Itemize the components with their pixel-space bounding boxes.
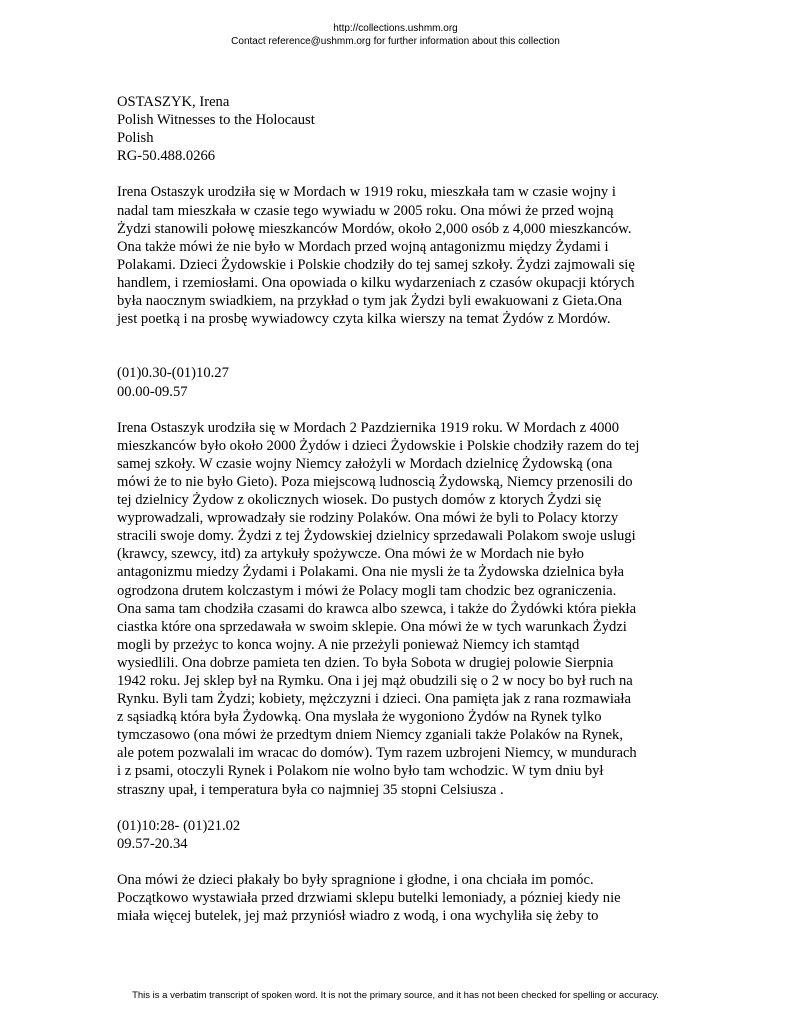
summary-line: nadal tam mieszkała w czasie tego wywiadu w 2005 roku. Ona mówi że przed wojną	[117, 202, 614, 219]
segment-1-paragraph	[117, 419, 677, 799]
summary-line: Polakami. Dzieci Żydowskie i Polskie chodziły do tej samej szkoły. Żydzi zajmowali się	[117, 256, 635, 273]
page-header	[0, 22, 791, 48]
segment-line: i z psami, otoczyli Rynek i Polakom nie wolno było tam wchodzic. W tym dniu był	[117, 763, 604, 780]
segment-line: miała więcej butelek, jej maż przyniósł wiadro z wodą, i ona wychyliła się żeby to	[117, 908, 599, 925]
summary-line: Irena Ostaszyk urodziła się w Mordach w 1919 roku, mieszkała tam w czasie wojny i	[117, 184, 616, 201]
segment-line: z sąsiadką która była Żydowką. Ona myslała że wygoniono Żydów na Rynek tylko	[117, 709, 602, 726]
page-footer	[0, 990, 791, 1002]
contact-line: Contact reference@ushmm.org for further information about this collection	[231, 36, 560, 47]
segment-line: 1942 roku. Jej sklep był na Rymku. Ona i jej mąż obudzili się o 2 w nocy bo był ruch na	[117, 673, 633, 689]
segment-line: straszny upał, i temperatura była co najmniej 35 stopni Celsiusza .	[117, 781, 504, 798]
segment-line: Początkowo wystawiała przed drzwiami sklepu butelki lemoniady, a pózniej kiedy nie	[117, 890, 621, 907]
disclaimer-text: This is a verbatim transcript of spoken word. It is not the primary source, and it has not been checked for spelling or accuracy.	[132, 990, 659, 1001]
interview-language: Polish	[117, 130, 154, 147]
segment-line: Rynku. Byli tam Żydzi; kobiety, mężczyzni i dzieci. Ona pamięta jak z rana rozmawiała	[117, 691, 631, 708]
rg-number: RG-50.488.0266	[117, 148, 216, 165]
transcript-body	[117, 93, 677, 925]
record-metadata	[117, 93, 677, 165]
summary-paragraph	[117, 183, 677, 328]
segment-line: mogli by przeżyc to konca wojny. A nie przeżyli ponieważ Niemcy ich stamtąd	[117, 636, 580, 653]
segment-line: tej dzielnicy Żydow z okolicznych wiosek. Do pustych domów z ktorych Żydzi się	[117, 492, 602, 509]
summary-line: Ona także mówi że nie było w Mordach przed wojną antagonizmu między Żydami i	[117, 238, 609, 255]
segment-line: ciastka które ona sprzedawała w swoim sklepie. Ona mówi że w tych warunkach Żydzi	[117, 618, 627, 635]
segment-line: ale potem pozwalali im wracac do domów). Tym razem uzbrojeni Niemcy, w mundurach	[117, 745, 637, 762]
collection-url[interactable]: http://collections.ushmm.org	[333, 23, 458, 34]
collection-title: Polish Witnesses to the Holocaust	[117, 112, 315, 129]
segment-line: samej szkoły. W czasie wojny Niemcy założyli w Mordach dzielnicę Żydowską (ona	[117, 455, 613, 472]
segment-line: tymczasowo (ona mówi że przedtym dniem Niemcy zganiali także Polaków na Rynek,	[117, 727, 623, 744]
segment-line: antagonizmu miedzy Żydami i Polakami. Ona nie mysli że ta Żydowska dzielnica była	[117, 564, 624, 581]
segment-line: Ona mówi że dzieci płakały bo były spragnione i głodne, i ona chciała im pomóc.	[117, 872, 594, 889]
segment-range: 00.00-09.57	[117, 383, 188, 400]
segment-timecode: (01)10:28- (01)21.02	[117, 817, 241, 834]
segment-line: Irena Ostaszyk urodziła się w Mordach 2 Pazdziernika 1919 roku. W Mordach z 4000	[117, 419, 619, 436]
segment-range: 09.57-20.34	[117, 835, 188, 852]
segment-line: stracili swoje domy. Żydzi z tej Żydowskiej dzielnicy sprzedawali Polakom swoje uslugi	[117, 528, 636, 545]
summary-line: handlem, i rzemiosłami. Ona opowiada o kilku wydarzeniach z czasów okupacji których	[117, 274, 635, 291]
segment-line: wysiedlili. Ona dobrze pamieta ten dzien. To była Sobota w drugiej polowie Sierpnia	[117, 654, 614, 671]
segment-line: ogrodzona drutem kolczastym i mówi że Polacy mogli tam chodzic bez ograniczenia.	[117, 582, 617, 599]
segment-2-timecodes	[117, 817, 677, 853]
segment-line: (krawcy, szewcy, itd) za artykuły spożywcze. Ona mówi że w Mordach nie było	[117, 546, 584, 563]
segment-2-paragraph	[117, 871, 677, 925]
summary-line: była naocznym swiadkiem, na przykład o tym jak Żydzi byli ewakuowani z Gieta.Ona	[117, 293, 622, 310]
segment-line: Ona sama tam chodziła czasami do krawca albo szewca, i także do Żydówki która piekła	[117, 600, 637, 617]
interviewee-name: OSTASZYK, Irena	[117, 94, 230, 110]
summary-line: Żydzi stanowili połowę mieszkanców Mordów, około 2,000 osób z 4,000 mieszkanców.	[117, 220, 632, 237]
segment-timecode: (01)0.30-(01)10.27	[117, 365, 229, 382]
segment-line: wyprowadzali, wprowadzały sie rodziny Polaków. Ona mówi że byli to Polacy ktorzy	[117, 510, 619, 527]
segment-line: mówi że to nie było Gieto). Poza miejscową ludnoscią Żydowską, Niemcy przenosili do	[117, 473, 633, 490]
summary-line: jest poetką i na prosbę wywiadowcy czyta kilka wierszy na temat Żydów z Mordów.	[117, 311, 611, 328]
segment-line: mieszkanców było około 2000 Żydów i dzieci Żydowskie i Polskie chodziły razem do tej	[117, 437, 640, 454]
segment-1-timecodes	[117, 364, 677, 400]
